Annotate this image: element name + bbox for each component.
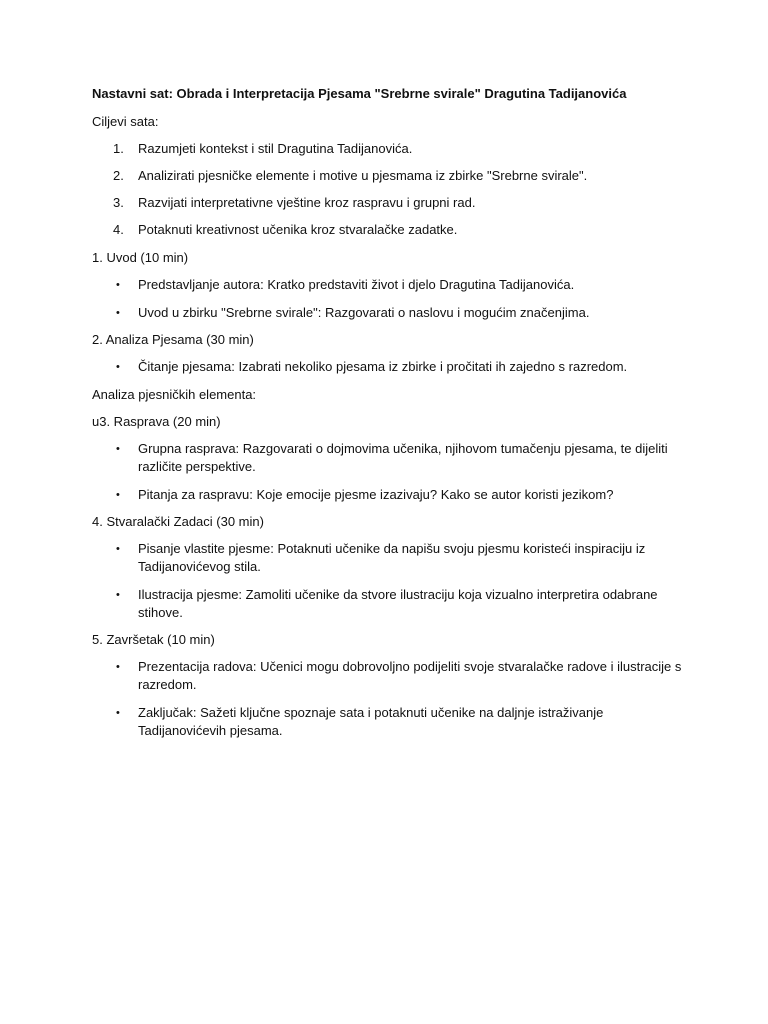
bullet-text: Ilustracija pjesme: Zamoliti učenike da stvore ilustraciju koja vizualno interpretira odabrane stihove. <box>138 587 658 620</box>
section-heading-zadaci: 4. Stvaralački Zadaci (30 min) <box>92 514 264 529</box>
goal-item <box>92 221 682 239</box>
section-heading-analiza: 2. Analiza Pjesama (30 min) <box>92 332 254 347</box>
bullet-item <box>92 586 682 622</box>
goal-text: Potaknuti kreativnost učenika kroz stvaralačke zadatke. <box>138 222 458 237</box>
bullet-item <box>92 276 682 294</box>
bullet-item <box>92 540 682 576</box>
bullet-item <box>92 440 682 476</box>
bullet-item <box>92 486 682 504</box>
bullet-icon: • <box>116 279 120 291</box>
section-bullets-rasprava <box>92 440 682 504</box>
goals-heading: Ciljevi sata: <box>92 114 159 129</box>
bullet-icon: • <box>116 589 120 601</box>
goal-item <box>92 140 682 158</box>
bullet-item <box>92 358 682 376</box>
section-heading-elementi: Analiza pjesničkih elementa: <box>92 387 257 402</box>
bullet-item <box>92 658 682 694</box>
goal-number: 4. <box>113 222 124 237</box>
goal-item <box>92 194 682 212</box>
section-bullets-zavrsetak <box>92 658 682 740</box>
bullet-icon: • <box>116 361 120 373</box>
section-bullets-analiza <box>92 358 682 376</box>
goal-number: 3. <box>113 195 124 210</box>
goals-list <box>92 140 682 239</box>
bullet-text: Zaključak: Sažeti ključne spoznaje sata i potaknuti učenike na daljnje istraživanje Tadijanovićevih pjesama. <box>138 705 604 738</box>
bullet-icon: • <box>116 443 120 455</box>
section-heading-uvod: 1. Uvod (10 min) <box>92 250 189 265</box>
section-heading-zavrsetak: 5. Završetak (10 min) <box>92 632 215 647</box>
bullet-text: Pitanja za raspravu: Koje emocije pjesme izazivaju? Kako se autor koristi jezikom? <box>138 487 614 502</box>
document-page <box>92 85 682 740</box>
bullet-icon: • <box>116 489 120 501</box>
goal-text: Razumjeti kontekst i stil Dragutina Tadijanovića. <box>138 141 413 156</box>
document-title: Nastavni sat: Obrada i Interpretacija Pjesama "Srebrne svirale" Dragutina Tadijanovića <box>92 86 627 101</box>
goal-number: 1. <box>113 141 124 156</box>
section-bullets-uvod <box>92 276 682 322</box>
bullet-text: Uvod u zbirku "Srebrne svirale": Razgovarati o naslovu i mogućim značenjima. <box>138 305 590 320</box>
bullet-item <box>92 304 682 322</box>
bullet-text: Grupna rasprava: Razgovarati o dojmovima učenika, njihovom tumačenju pjesama, te dijeliti različite perspektive. <box>138 441 668 474</box>
goal-text: Razvijati interpretativne vještine kroz raspravu i grupni rad. <box>138 195 476 210</box>
section-bullets-zadaci <box>92 540 682 622</box>
bullet-item <box>92 704 682 740</box>
bullet-icon: • <box>116 707 120 719</box>
bullet-text: Predstavljanje autora: Kratko predstaviti život i djelo Dragutina Tadijanovića. <box>138 277 575 292</box>
bullet-icon: • <box>116 661 120 673</box>
bullet-icon: • <box>116 543 120 555</box>
section-heading-rasprava: u3. Rasprava (20 min) <box>92 414 221 429</box>
bullet-icon: • <box>116 307 120 319</box>
bullet-text: Pisanje vlastite pjesme: Potaknuti učenike da napišu svoju pjesmu koristeći inspiraciju iz Tadijanovićevog stila. <box>138 541 646 574</box>
goal-item <box>92 167 682 185</box>
goal-text: Analizirati pjesničke elemente i motive u pjesmama iz zbirke "Srebrne svirale". <box>138 168 588 183</box>
bullet-text: Prezentacija radova: Učenici mogu dobrovoljno podijeliti svoje stvaralačke radove i ilustracije s razredom. <box>138 659 682 692</box>
bullet-text: Čitanje pjesama: Izabrati nekoliko pjesama iz zbirke i pročitati ih zajedno s razredom. <box>138 359 628 374</box>
goal-number: 2. <box>113 168 124 183</box>
